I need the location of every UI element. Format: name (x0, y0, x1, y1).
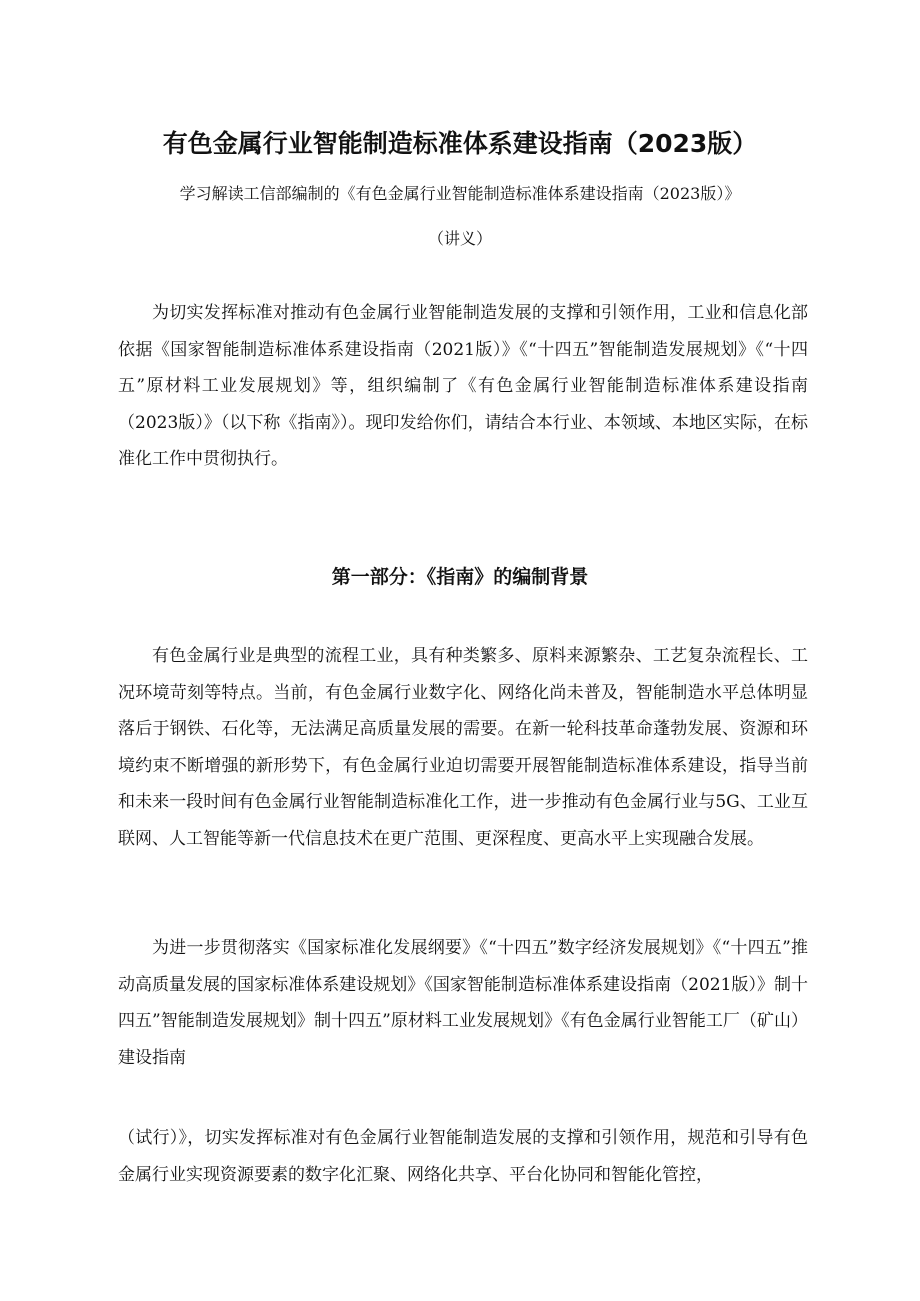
lecture-note-label: （讲义） (427, 229, 492, 248)
section-heading: 第一部分：《指南》的编制背景 (331, 566, 589, 588)
document-subtitle: 学习解读工信部编制的《有色金属行业智能制造标准体系建设指南（2023版）》 (179, 184, 741, 203)
document-title: 有色金属行业智能制造标准体系建设指南（2023版） (162, 129, 758, 158)
background-paragraph: 有色金属行业是典型的流程工业，具有种类繁多、原料来源繁杂、工艺复杂流程长、工况环境苛刻等特点。当前，有色金属行业数字化、网络化尚未普及，智能制造水平总体明显落后于钢铁、石化等，无法满足高质量发展的需要。在新一轮科技革命蓬勃发展、资源和环境约束不断增强的新形势下，有色金属行业迫切需要开展智能制造标准体系建设，指导当前和未来一段时间有色金属行业智能制造标准化工作，进一步推动有色金属行业与5G、工业互联网、人工智能等新一代信息技术在更广范围、更深程度、更高水平上实现融合发展。 (118, 646, 808, 849)
policy-paragraph: 为进一步贯彻落实《国家标准化发展纲要》《“十四五”数字经济发展规划》《“十四五”推动高质量发展的国家标准体系建设规划》《国家智能制造标准体系建设指南（2021版）》制十四五”智能制造发展规划》制十四五”原材料工业发展规划》《有色金属行业智能工厂（矿山）建设指南 (118, 938, 808, 1068)
intro-paragraph: 为切实发挥标准对推动有色金属行业智能制造发展的支撑和引领作用，工业和信息化部依据《国家智能制造标准体系建设指南（2021版）》《“十四五”智能制造发展规划》《“十四五”原材料工业发展规划》等，组织编制了《有色金属行业智能制造标准体系建设指南（2023版）》（以下称《指南》）。现印发给你们，请结合本行业、本领域、本地区实际，在标准化工作中贯彻执行。 (118, 303, 808, 469)
continuation-paragraph: （试行）》，切实发挥标准对有色金属行业智能制造发展的支撑和引领作用，规范和引导有色金属行业实现资源要素的数字化汇聚、网络化共享、平台化协同和智能化管控， (118, 1128, 808, 1185)
